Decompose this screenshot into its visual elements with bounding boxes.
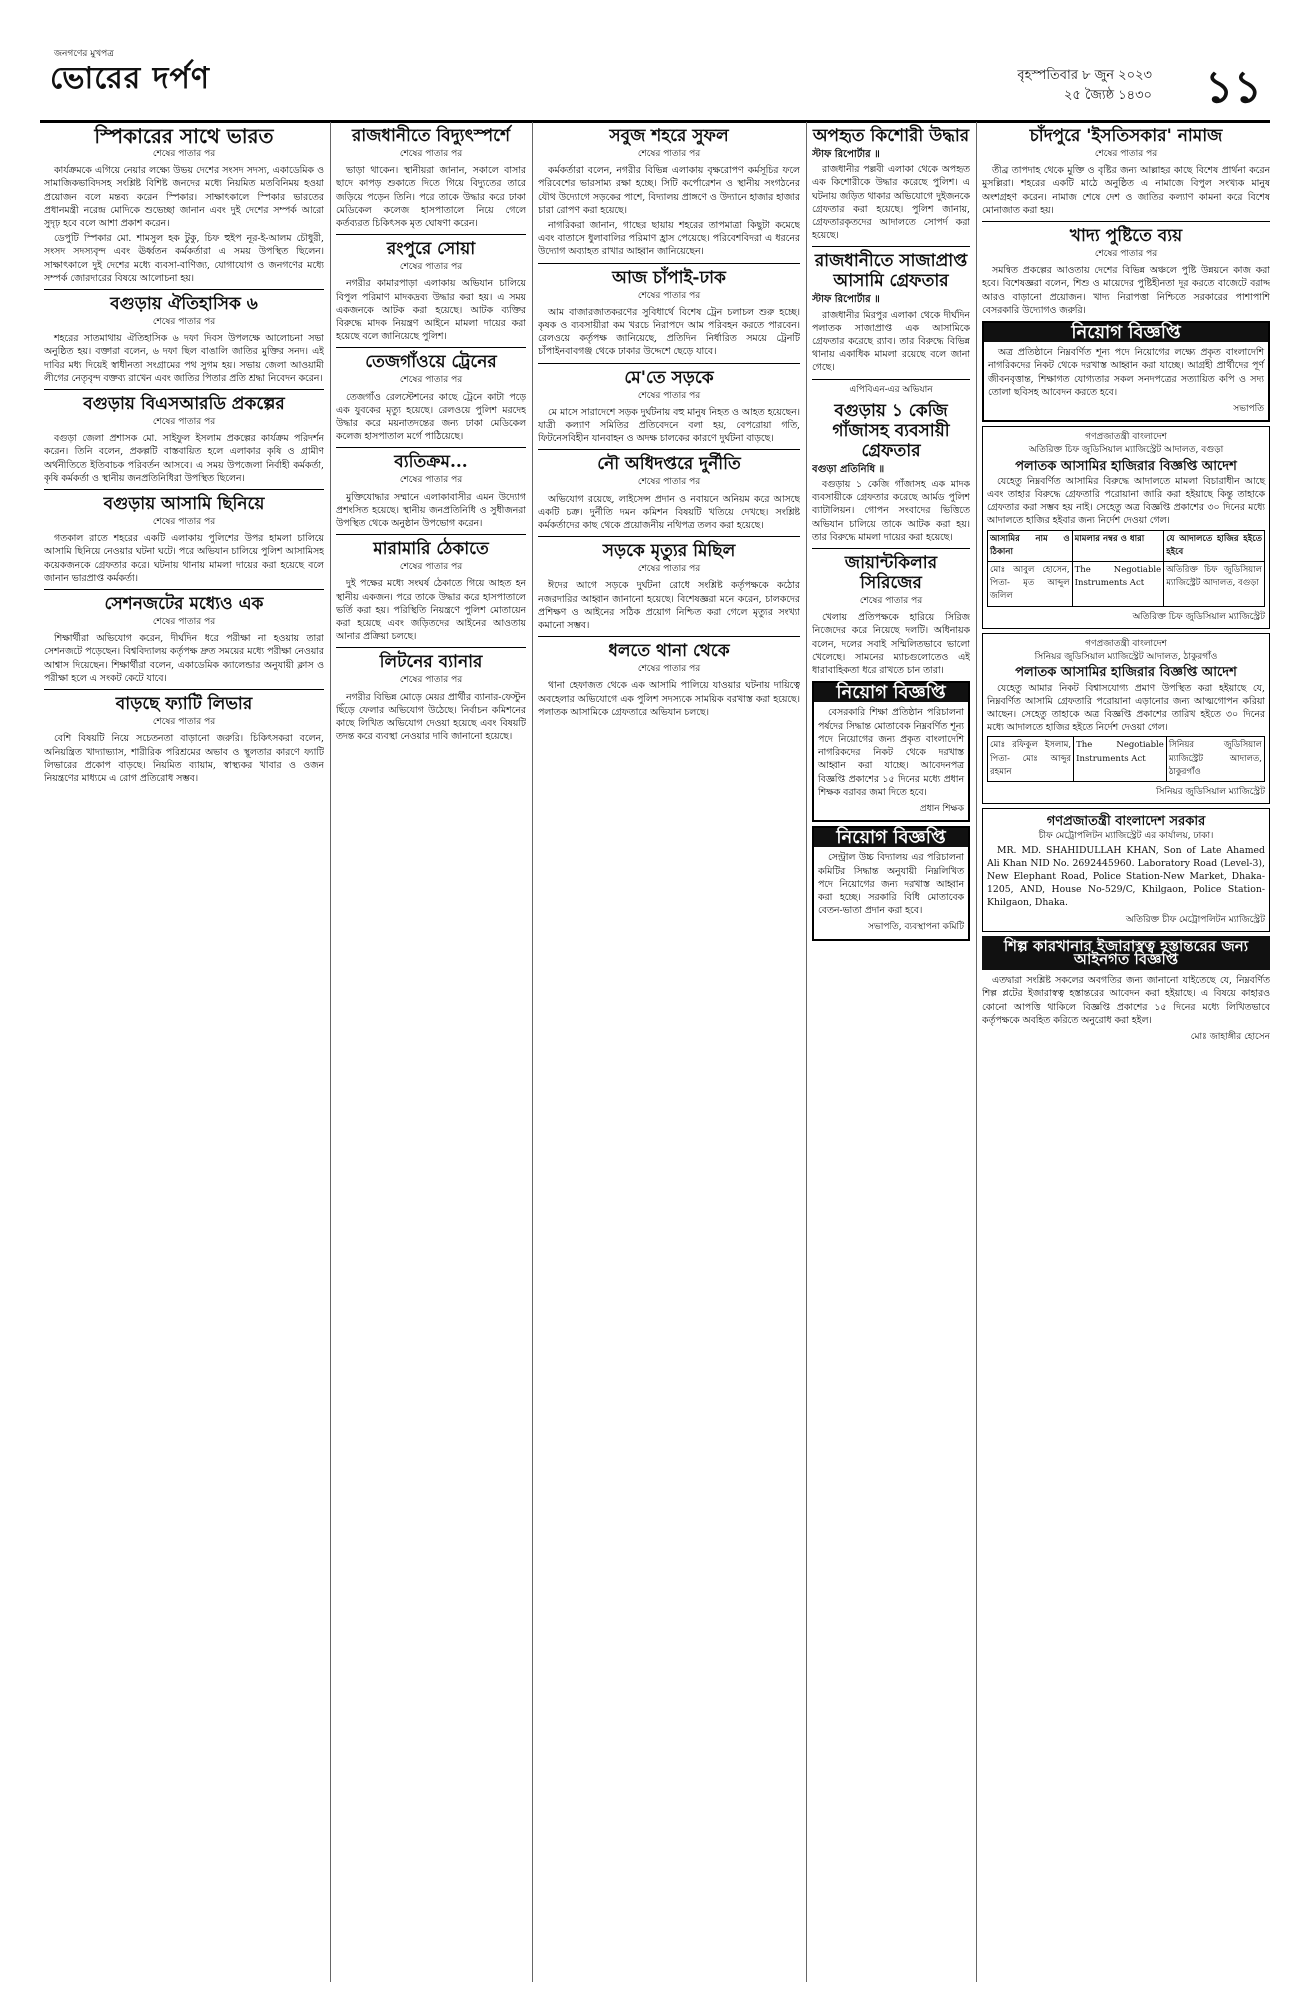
headline: তেজগাঁওয়ে ট্রেনের: [365, 352, 497, 373]
divider: [982, 221, 1270, 222]
continued-note: শেষের পাতার পর: [637, 390, 701, 401]
notice-text: MR. MD. SHAHIDULLAH KHAN, Son of Late Ahamed Ali Khan NID No. 2692445960. Laboratory Road (Level-3), New Elephant Road, Police Station-New Market, Dhaka-1205, AND, House No-529/C, Khilgaon, Police Station-Khilgaon, Dhaka.: [987, 844, 1265, 909]
article-paragraph: তীব্র তাপদাহ থেকে মুক্তি ও বৃষ্টির জন্য আল্লাহর কাছে বিশেষ প্রার্থনা করেন মুসল্লিরা। শহরের একটি মাঠে অনুষ্ঠিত এ নামাজে বিপুল সংখ্যক মানুষ অংশগ্রহণ করেন। নামাজ শেষে দেশ ও জাতির কল্যাণ কামনা করে বিশেষ মোনাজাত করা হয়।: [982, 165, 1270, 216]
notice-text: অত্র প্রতিষ্ঠানে নিম্নবর্ণিত শূন্য পদে নিয়োগের লক্ষ্যে প্রকৃত বাংলাদেশি নাগরিকদের নিকট থেকে দরখাস্ত আহ্বান করা যাচ্ছে। আগ্রহী প্রার্থীদের পূর্ণ জীবনবৃত্তান্ত, শিক্ষাগত যোগ্যতার সকল সনদপত্রের সত্যায়িত কপি ও সদ্য তোলা ছবিসহ আবেদন করতে হবে।: [988, 347, 1264, 398]
divider: [538, 636, 800, 637]
divider: [336, 234, 526, 235]
column-divider: [532, 122, 533, 1982]
table-cell: সিনিয়র জুডিসিয়াল ম্যাজিস্ট্রেট আদালত, ঠাকুরগাঁও: [1166, 737, 1264, 782]
article-paragraph: নগরীর বিভিন্ন মোড়ে মেয়র প্রার্থীর ব্যানার-ফেস্টুন ছিঁড়ে ফেলার অভিযোগ উঠেছে। নির্বাচন কমিশনের কাছে লিখিত অভিযোগ দেওয়া হয়েছে এবং বিষয়টি তদন্ত করে ব্যবস্থা নেওয়ার দাবি জানানো হয়েছে।: [336, 691, 526, 743]
column-divider: [976, 122, 977, 1982]
continued-note: শেষের পাতার পর: [637, 664, 701, 675]
continued-note: শেষের পাতার পর: [399, 562, 463, 573]
continued-note: শেষের পাতার পর: [1094, 149, 1158, 159]
article-paragraph: নাগরিকরা জানান, গাছের ছায়ায় শহরের তাপমাত্রা কিছুটা কমেছে এবং বাতাসে ধুলাবালির পরিমাণ হ্রাস পেয়েছে। পরিবেশবিদরা এ ধরনের উদ্যোগ অব্যাহত রাখার আহ্বান জানিয়েছেন।: [538, 220, 800, 258]
kicker: এপিবিএন-এর অভিযান: [849, 384, 933, 395]
page-number: ১১: [1204, 62, 1262, 113]
article-paragraph: রাজধানীর পল্লবী এলাকা থেকে অপহৃত এক কিশোরীকে উদ্ধার করেছে পুলিশ। এ ঘটনায় জড়িত থাকার অভিযোগে দুইজনকে গ্রেফতার করা হয়েছে। পুলিশ জানায়, গ্রেফতারকৃতদের আদালতে সোপর্দ করা হয়েছে।: [812, 164, 970, 242]
divider: [44, 589, 324, 590]
divider: [336, 534, 526, 535]
article-paragraph: বেশি বিষয়টি নিয়ে সচেতনতা বাড়ানো জরুরি। চিকিৎসকরা বলেন, অনিয়ন্ত্রিত খাদ্যাভ্যাস, শারীরিক পরিশ্রমের অভাব ও স্থূলতার কারণে ফ্যাটি লিভারের প্রকোপ বাড়ছে। নিয়মিত ব্যায়াম, স্বাস্থ্যকর খাবার ও ওজন নিয়ন্ত্রণের মাধ্যমে এ রোগ প্রতিরোধ সম্ভব।: [44, 733, 324, 784]
notice-title: নিয়োগ বিজ্ঞপ্তি: [984, 323, 1268, 342]
headline: নৌ অধিদপ্তরে দুর্নীতি: [597, 454, 741, 475]
divider: [44, 489, 324, 490]
continued-note: শেষের পাতার পর: [152, 317, 216, 328]
court-name: চীফ মেট্রোপলিটন ম্যাজিস্ট্রেট এর কার্যালয়, ঢাকা।: [1038, 831, 1214, 842]
continued-note: শেষের পাতার পর: [152, 417, 216, 428]
divider: [812, 548, 970, 549]
continued-note: শেষের পাতার পর: [399, 675, 463, 686]
government-line: গণপ্রজাতন্ত্রী বাংলাদেশ: [1085, 638, 1167, 649]
headline: বগুড়ায় ঐতিহাসিক ৬: [110, 294, 258, 315]
divider: [538, 263, 800, 264]
continued-note: শেষের পাতার পর: [152, 517, 216, 528]
column-5: [982, 122, 1270, 1982]
continued-note: শেষের পাতার পর: [399, 262, 463, 273]
article-paragraph: দুই পক্ষের মধ্যে সংঘর্ষ ঠেকাতে গিয়ে আহত হন স্থানীয় একজন। পরে তাকে উদ্ধার করে হাসপাতালে ভর্তি করা হয়। পরিস্থিতি নিয়ন্ত্রণে পুলিশ মোতায়েন করা হয়েছে এবং জড়িতদের আইনের আওতায় আনার প্রক্রিয়া চলছে।: [336, 578, 526, 643]
column-divider: [806, 122, 807, 1982]
divider: [44, 289, 324, 290]
table-row: [988, 737, 1265, 782]
article-paragraph: কর্মকর্তারা বলেন, নগরীর বিভিন্ন এলাকায় বৃক্ষরোপণ কর্মসূচির ফলে পরিবেশের ভারসাম্য রক্ষা হচ্ছে। সিটি কর্পোরেশন ও স্থানীয় সংগঠনের যৌথ উদ্যোগে সড়কের পাশে, বিদ্যালয় প্রাঙ্গণে ও উদ্যানে হাজার হাজার চারা রোপণ করা হয়েছে।: [538, 165, 800, 216]
headline: বগুড়ায় ১ কেজি গাঁজাসহ ব্যবসায়ী গ্রেফতার: [832, 400, 950, 461]
divider: [812, 379, 970, 380]
table-cell: মোঃ রফিকুল ইসলাম, পিতা- মোঃ আব্দুর রহমান: [988, 737, 1074, 782]
column-divider: [330, 122, 331, 1982]
notice-text: যেহেতু আমার নিকট বিশ্বাসযোগ্য প্রমাণ উপস্থিত করা হইয়াছে যে, নিম্নবর্ণিত আসামি গ্রেফতারি পরোয়ানা এড়ানোর জন্য আত্মগোপন করিয়া আছেন। সেহেতু তাহাকে অত্র বিজ্ঞপ্তি প্রকাশের তারিখ হইতে ৩০ দিনের মধ্যে আদালতে হাজির হইতে নির্দেশ দেওয়া গেল।: [987, 682, 1265, 734]
accused-table: [987, 736, 1265, 782]
headline: রাজধানীতে বিদ্যুৎস্পর্শে: [351, 126, 511, 146]
column-2: [336, 122, 526, 1982]
notice-title: নিয়োগ বিজ্ঞপ্তি: [814, 683, 968, 702]
article-paragraph: গতকাল রাতে শহরের একটি এলাকায় পুলিশের উপর হামলা চালিয়ে আসামি ছিনিয়ে নেওয়ার ঘটনা ঘটে। পরে অভিযান চালিয়ে পুলিশ আসামিসহ কয়েকজনকে গ্রেফতার করে। ঘটনায় থানায় মামলা দায়ের করা হয়েছে বলে জানান ভারপ্রাপ্ত কর্মকর্তা।: [44, 533, 324, 584]
table-header: আসামির নাম ও ঠিকানা: [988, 530, 1073, 561]
article-paragraph: আম বাজারজাতকরণের সুবিধার্থে বিশেষ ট্রেন চলাচল শুরু হচ্ছে। কৃষক ও ব্যবসায়ীরা কম খরচে নিরাপদে আম পরিবহন করতে পারবেন। রেলওয়ে কর্তৃপক্ষ জানিয়েছে, প্রতিদিন নির্ধারিত সময়ে ট্রেনটি চাঁপাইনবাবগঞ্জ থেকে ঢাকার উদ্দেশে ছেড়ে যাবে।: [538, 306, 800, 358]
divider: [44, 689, 324, 690]
continued-note: শেষের পাতার পর: [399, 149, 463, 159]
article-paragraph: রাজধানীর মিরপুর এলাকা থেকে দীর্ঘদিন পলাতক সাজাপ্রাপ্ত এক আসামিকে গ্রেফতার করেছে র‍্যাব। তার বিরুদ্ধে বিভিন্ন থানায় একাধিক মামলা রয়েছে বলে জানা গেছে।: [812, 309, 970, 374]
table-header-row: [988, 530, 1265, 561]
headline: বগুড়ায় বিএসআরডি প্রকল্পের: [83, 394, 285, 415]
table-cell: The Negotiable Instruments Act: [1072, 562, 1164, 607]
table-cell: মোঃ আবুল হোসেন, পিতা- মৃত আব্দুল জলিল: [988, 562, 1073, 607]
divider: [538, 449, 800, 450]
headline: আজ চাঁপাই-ঢাক: [612, 267, 726, 288]
byline: বগুড়া প্রতিনিধি ॥: [812, 463, 885, 475]
column-3: [538, 122, 800, 1982]
article-paragraph: খেলায় প্রতিপক্ষকে হারিয়ে সিরিজ নিজেদের করে নিয়েছে দলটি। অধিনায়ক বলেন, দলের সবাই সম্মিলিতভাবে ভালো খেলেছে। সামনের ম্যাচগুলোতেও এই ধারাবাহিকতা ধরে রাখতে চান তারা।: [812, 612, 970, 677]
date-line: বৃহস্পতিবার ৮ জুন ২০২৩: [1017, 68, 1152, 83]
notice-signature: অতিরিক্ত চীফ মেট্রোপলিটন ম্যাজিস্ট্রেট: [1125, 914, 1265, 925]
headline: অপহৃত কিশোরী উদ্ধার: [812, 126, 970, 146]
court-notice: [982, 426, 1270, 629]
table-cell: অতিরিক্ত চিফ জুডিসিয়াল ম্যাজিস্ট্রেট আদালত, বগুড়া: [1164, 562, 1265, 607]
article-paragraph: কার্যক্রমকে এগিয়ে নেয়ার লক্ষ্যে উভয় দেশের সংসদ সদস্য, একাডেমিক ও সামাজিকভাবিদসহ সংশ্লিষ্ট বিশিষ্ট জনদের মধ্যে নিয়মিত মতবিনিময় হওয়া প্রয়োজন বলে মন্তব্য করেন স্পিকার। সাক্ষাৎকালে স্পিকার ভারতের প্রধানমন্ত্রী নরেন্দ্র মোদিকে শুভেচ্ছা জানান এবং দুই দেশের সম্পর্ক আরো সুদৃঢ় হবে বলে আশা প্রকাশ করেন।: [44, 165, 324, 230]
government-line: গণপ্রজাতন্ত্রী বাংলাদেশ: [1085, 432, 1167, 443]
continued-note: শেষের পাতার পর: [399, 475, 463, 486]
headline: মারামারি ঠেকাতে: [373, 539, 489, 560]
divider: [336, 347, 526, 348]
article-paragraph: বগুড়ায় ১ কেজি গাঁজাসহ এক মাদক ব্যবসায়ীকে গ্রেফতার করেছে আর্মড পুলিশ ব্যাটালিয়ন। গোপন সংবাদের ভিত্তিতে অভিযান চালিয়ে তাকে আটক করা হয়। তার বিরুদ্ধে মামলা দায়ের করা হয়েছে।: [812, 479, 970, 543]
article-paragraph: অভিযোগ রয়েছে, লাইসেন্স প্রদান ও নবায়নে অনিয়ম করে আসছে একটি চক্র। দুর্নীতি দমন কমিশন বিষয়টি খতিয়ে দেখছে। সংশ্লিষ্ট কর্মকর্তাদের কাছ থেকে প্রয়োজনীয় নথিপত্র তলব করা হয়েছে।: [538, 493, 800, 532]
continued-note: শেষের পাতার পর: [152, 717, 216, 728]
notice-text: সেন্ট্রাল উচ্চ বিদ্যালয় এর পরিচালনা কমিটির সিদ্ধান্ত অনুযায়ী নিম্নলিখিত পদে নিয়োগের জন্য দরখাস্ত আহ্বান করা হচ্ছে। সরকারি বিধি মোতাবেক বেতন-ভাতা প্রদান করা হবে।: [818, 852, 964, 917]
court-name: সিনিয়র জুডিসিয়াল ম্যাজিস্ট্রেট আদালত, ঠাকুরগাঁও: [1034, 652, 1218, 663]
column-1: [44, 122, 324, 1982]
notice-text: এতদ্বারা সংশ্লিষ্ট সকলের অবগতির জন্য জানানো যাইতেছে যে, নিম্নবর্ণিত শিল্প প্লটের ইজারাস্বত্ব হস্তান্তরের আবেদন করা হইয়াছে। এ বিষয়ে কাহারও কোনো আপত্তি থাকিলে বিজ্ঞপ্তি প্রকাশের ১৫ দিনের মধ্যে লিখিতভাবে কর্তৃপক্ষকে অবহিত করিতে অনুরোধ করা হইল।: [982, 975, 1270, 1026]
article-paragraph: ভাড়া থাকেন। স্থানীয়রা জানান, সকালে বাসার ছাদে কাপড় শুকাতে দিতে গিয়ে বিদ্যুতের তারে জড়িয়ে পড়েন তিনি। পরে তাকে উদ্ধার করে ঢাকা মেডিকেল কলেজ হাসপাতালে নিয়ে গেলে কর্তব্যরত চিকিৎসক মৃত ঘোষণা করেন।: [336, 165, 526, 230]
continued-note: শেষের পাতার পর: [637, 149, 701, 159]
headline: ব্যতিক্রম...: [394, 452, 468, 473]
headline: রাজধানীতে সাজাপ্রাপ্ত আসামি গ্রেফতার: [814, 251, 968, 292]
continued-note: শেষের পাতার পর: [1094, 249, 1158, 260]
headline: লিটনের ব্যানার: [379, 652, 483, 673]
bangla-date-line: ২৫ জ্যৈষ্ঠ ১৪৩০: [1063, 88, 1152, 103]
article-paragraph: মুক্তিযোদ্ধার সম্মানে এলাকাবাসীর এমন উদ্যোগ প্রশংসিত হয়েছে। স্থানীয় জনপ্রতিনিধি ও সুধীজনরা উপস্থিত থেকে অনুষ্ঠান উপভোগ করেন।: [336, 491, 526, 530]
divider: [538, 536, 800, 537]
headline: বাড়ছে ফ্যাটি লিভার: [115, 694, 253, 715]
headline: সড়কে মৃত্যুর মিছিল: [602, 541, 736, 562]
headline: রংপুরে সোয়া: [386, 239, 476, 260]
article-paragraph: ঈদের আগে সড়কে দুর্ঘটনা রোধে সংশ্লিষ্ট কর্তৃপক্ষকে কঠোর নজরদারির আহ্বান জানানো হয়েছে। বিশেষজ্ঞরা মনে করেন, চালকদের প্রশিক্ষণ ও আইনের সঠিক প্রয়োগ নিশ্চিত করা গেলে মৃত্যুর সংখ্যা কমানো সম্ভব।: [538, 580, 800, 632]
recruitment-notice: [982, 321, 1270, 422]
byline: স্টাফ রিপোর্টার ॥: [812, 149, 880, 160]
tagline: জনগণের মুখপত্র: [54, 49, 114, 59]
continued-note: শেষের পাতার পর: [637, 477, 701, 488]
table-cell: The Negotiable Instruments Act: [1074, 737, 1167, 782]
table-row: [988, 562, 1265, 607]
recruitment-notice: [812, 826, 970, 940]
continued-note: শেষের পাতার পর: [399, 375, 463, 386]
continued-note: শেষের পাতার পর: [637, 564, 701, 575]
continued-note: শেষের পাতার পর: [637, 290, 701, 301]
headline: মে'তে সড়কে: [624, 367, 714, 388]
divider: [336, 447, 526, 448]
headline: সবুজ শহরে সুফল: [609, 126, 729, 146]
notice-signature: সিনিয়র জুডিসিয়াল ম্যাজিস্ট্রেট: [1155, 786, 1265, 797]
continued-note: শেষের পাতার পর: [152, 149, 216, 159]
notice-signature: অতিরিক্ত চিফ জুডিসিয়াল ম্যাজিস্ট্রেট: [1132, 611, 1265, 622]
article-paragraph: শিক্ষার্থীরা অভিযোগ করেন, দীর্ঘদিন ধরে পরীক্ষা না হওয়ায় তারা সেশনজটে পড়েছেন। বিশ্ববিদ্যালয় কর্তৃপক্ষ দ্রুত সময়ের মধ্যে পরীক্ষা নেওয়ার আশ্বাস দিয়েছেন। শিক্ষার্থীরা বলেন, একাডেমিক ক্যালেন্ডার অনুযায়ী ক্লাস ও পরীক্ষা হলে এ সংকট কেটে যাবে।: [44, 633, 324, 684]
notice-title: গণপ্রজাতন্ত্রী বাংলাদেশ সরকার: [1046, 814, 1206, 830]
divider: [336, 647, 526, 648]
notice-text: যেহেতু নিম্নবর্ণিত আসামির বিরুদ্ধে আদালতে মামলা বিচারাধীন আছে এবং তাহার বিরুদ্ধে গ্রেফতারি পরোয়ানা জারি করা হইয়াছে কিন্তু তাহাকে গ্রেফতার করা সম্ভব হয় নাই। সেহেতু অত্র বিজ্ঞপ্তি প্রকাশের ৩০ দিনের মধ্যে আদালতে হাজির হইবার জন্য নির্দেশ দেওয়া গেল।: [987, 475, 1265, 527]
headline: বগুড়ায় আসামি ছিনিয়ে: [103, 494, 265, 515]
continued-note: শেষের পাতার পর: [859, 596, 923, 607]
table-header: মামলার নম্বর ও ধারা: [1072, 530, 1164, 561]
headline: সেশনজটের মধ্যেও এক: [104, 594, 264, 615]
notice-signature: সভাপতি, ব্যবস্থাপনা কমিটি: [868, 922, 964, 933]
headline: খাদ্য পুষ্টিতে ব্যয়: [1069, 226, 1183, 247]
notice-signature: মোঃ জাহাঙ্গীর হোসেন: [1190, 1031, 1270, 1042]
notice-title: পলাতক আসামির হাজিরার বিজ্ঞপ্তি আদেশ: [1015, 665, 1237, 681]
article-paragraph: সমন্বিত প্রকল্পের আওতায় দেশের বিভিন্ন অঞ্চলে পুষ্টি উন্নয়নে কাজ করা হবে। বিশেষজ্ঞরা বলেন, শিশু ও মায়েদের পুষ্টিহীনতা দূর করতে বাজেটে বরাদ্দ আরও বাড়ানো প্রয়োজন। খাদ্য নিরাপত্তা নিশ্চিতে সরকারের পাশাপাশি বেসরকারি উদ্যোগও জরুরি।: [982, 265, 1270, 316]
headline: চাঁদপুরে 'ইসতিসকার' নামাজ: [1029, 126, 1223, 146]
recruitment-notice: [812, 681, 970, 822]
table-header: যে আদালতে হাজির হইতে হইবে: [1164, 530, 1265, 561]
notice-title: পলাতক আসামির হাজিরার বিজ্ঞপ্তি আদেশ: [1015, 458, 1237, 474]
notice-signature: প্রধান শিক্ষক: [919, 803, 964, 814]
headline: জায়ান্টকিলার সিরিজের: [844, 553, 938, 594]
masthead: [40, 48, 1270, 123]
divider: [812, 246, 970, 247]
accused-table: [987, 530, 1265, 607]
headline: ধলতে থানা থেকে: [608, 641, 730, 662]
byline: স্টাফ রিপোর্টার ॥: [812, 294, 880, 306]
article-paragraph: বগুড়া জেলা প্রশাসক মো. সাইফুল ইসলাম প্রকল্পের কার্যক্রম পরিদর্শন করেন। তিনি বলেন, প্রকল্পটি বাস্তবায়িত হলে এলাকার কৃষি ও গ্রামীণ অর্থনীতিতে ইতিবাচক পরিবর্তন আসবে। এ সময় উপজেলা নির্বাহী কর্মকর্তা, কৃষি কর্মকর্তা ও স্থানীয় জনপ্রতিনিধিরা উপস্থিত ছিলেন।: [44, 433, 324, 484]
article-paragraph: ডেপুটি স্পিকার মো. শামসুল হক টুকু, চিফ হুইপ নূর-ই-আলম চৌধুরী, সংসদ সদস্যবৃন্দ এবং ঊর্ধ্বতন কর্মকর্তারা এ সময় উপস্থিত ছিলেন। সাক্ষাৎকালে দুই দেশের মধ্যে ব্যবসা-বাণিজ্য, যোগাযোগ ও জনগণের মধ্যে সম্পর্ক জোরদারের বিষয়ে আলোচনা হয়।: [44, 233, 324, 284]
continued-note: শেষের পাতার পর: [152, 617, 216, 628]
column-4: [812, 122, 970, 1982]
notice-title: নিয়োগ বিজ্ঞপ্তি: [814, 828, 968, 847]
article-paragraph: তেজগাঁও রেলস্টেশনের কাছে ট্রেনে কাটা পড়ে এক যুবকের মৃত্যু হয়েছে। রেলওয়ে পুলিশ মরদেহ উদ্ধার করে ময়নাতদন্তের জন্য ঢাকা মেডিকেল কলেজ হাসপাতাল মর্গে পাঠিয়েছে।: [336, 391, 526, 443]
newspaper-logo: ভোরের দর্পণ: [50, 61, 210, 96]
divider: [44, 389, 324, 390]
court-name: অতিরিক্ত চিফ জুডিসিয়াল ম্যাজিস্ট্রেট আদালত, বগুড়া: [1028, 445, 1224, 456]
notice-text: বেসরকারি শিক্ষা প্রতিষ্ঠান পরিচালনা পর্ষদের সিদ্ধান্ত মোতাবেক নিম্নবর্ণিত শূন্য পদে নিয়োগের জন্য প্রকৃত বাংলাদেশি নাগরিকদের নিকট থেকে দরখাস্ত আহ্বান করা যাচ্ছে। আবেদনপত্র বিজ্ঞপ্তি প্রকাশের ১৫ দিনের মধ্যে প্রধান শিক্ষক বরাবর জমা দিতে হবে।: [818, 707, 964, 798]
legal-notice-banner: শিল্প কারখানার ইজারাস্বত্ব হস্তান্তরের জন্য আইনগত বিজ্ঞপ্তি: [982, 936, 1270, 970]
article-paragraph: থানা হেফাজত থেকে এক আসামি পালিয়ে যাওয়ার ঘটনায় দায়িত্বে অবহেলার অভিযোগে এক পুলিশ সদস্যকে সাময়িক বরখাস্ত করা হয়েছে। পলাতক আসামিকে গ্রেফতারে অভিযান চলছে।: [538, 680, 800, 718]
article-paragraph: নগরীর কামারপাড়া এলাকায় অভিযান চালিয়ে বিপুল পরিমাণ মাদকদ্রব্য উদ্ধার করা হয়। এ সময় একজনকে আটক করা হয়েছে। আটক ব্যক্তির বিরুদ্ধে মাদক নিয়ন্ত্রণ আইনে মামলা দায়ের করা হয়েছে বলে জানিয়েছে পুলিশ।: [336, 278, 526, 343]
headline: স্পিকারের সাথে ভারত: [94, 124, 274, 148]
notice-signature: সভাপতি: [1233, 404, 1264, 415]
article-paragraph: মে মাসে সারাদেশে সড়ক দুর্ঘটনায় বহু মানুষ নিহত ও আহত হয়েছেন। যাত্রী কল্যাণ সমিতির প্রতিবেদনে বলা হয়, বেপরোয়া গতি, ফিটনেসবিহীন যানবাহন ও অদক্ষ চালকের কারণে দুর্ঘটনা বাড়ছে।: [538, 406, 800, 445]
court-notice: [982, 633, 1270, 804]
court-notice: [982, 808, 1270, 932]
article-paragraph: শহরের সাতমাথায় ঐতিহাসিক ৬ দফা দিবস উপলক্ষে আলোচনা সভা অনুষ্ঠিত হয়। বক্তারা বলেন, ৬ দফা ছিল বাঙালি জাতির মুক্তির সনদ। এই দাবির মধ্য দিয়েই স্বাধীনতা সংগ্রামের পথ সুগম হয়। সভায় জেলা আওয়ামী লীগের নেতৃবৃন্দ বক্তব্য রাখেন এবং জাতির পিতার প্রতি শ্রদ্ধা নিবেদন করেন।: [44, 333, 324, 384]
divider: [538, 363, 800, 364]
